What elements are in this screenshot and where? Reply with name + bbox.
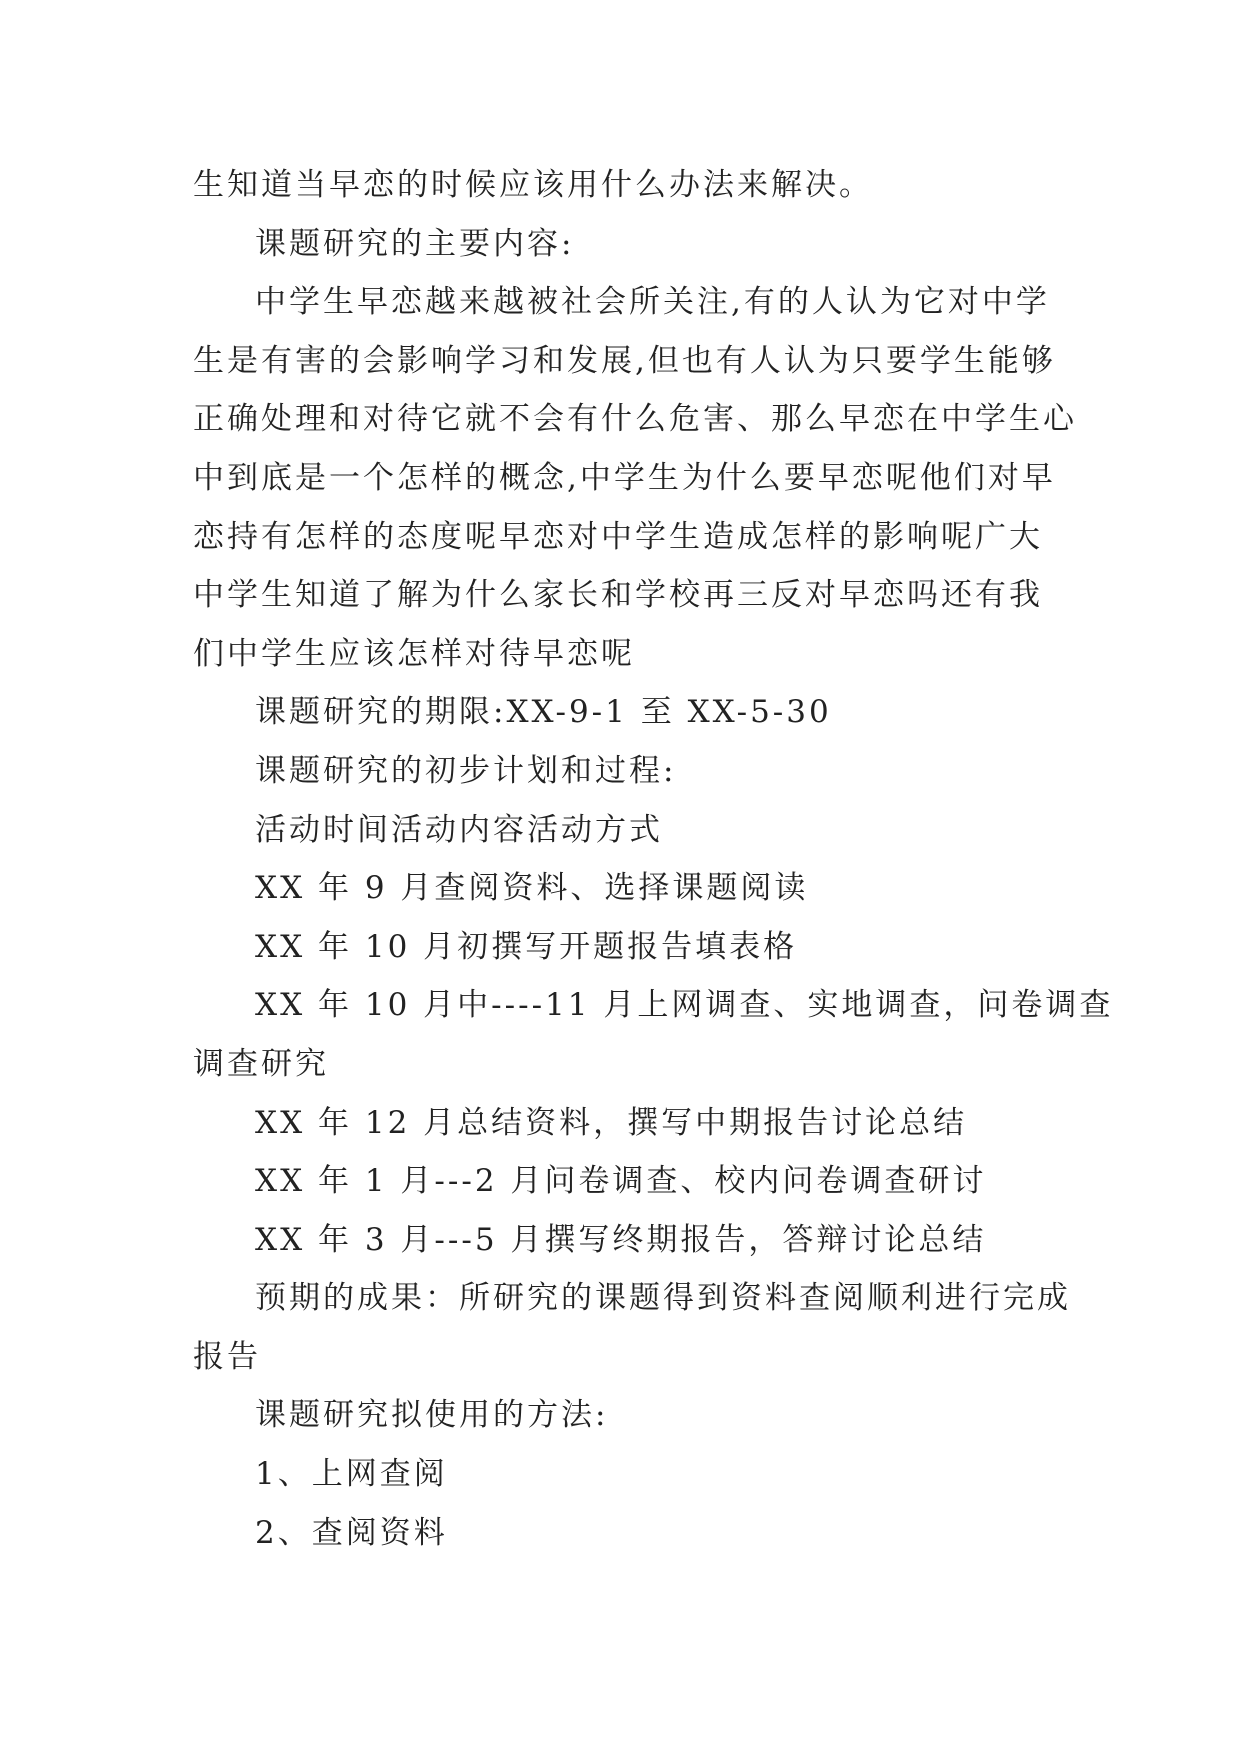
- text-line: 们中学生应该怎样对待早恋呢: [193, 635, 635, 672]
- text-line: 中学生早恋越来越被社会所关注,有的人认为它对中学: [255, 284, 1050, 321]
- plan-item: XX 年 1 月---2 月问卷调查、校内问卷调查研讨: [255, 1163, 987, 1200]
- text-line: 生是有害的会影响学习和发展,但也有人认为只要学生能够: [193, 342, 1056, 379]
- plan-item: XX 年 10 月中----11 月上网调查、实地调查，问卷调查: [255, 987, 1114, 1024]
- text-line: 生知道当早恋的时候应该用什么办法来解决。: [193, 167, 873, 203]
- method-item: 1、上网查阅: [255, 1456, 448, 1493]
- research-period: 课题研究的期限:XX-9-1 至 XX-5-30: [255, 694, 832, 731]
- plan-item-continued: 调查研究: [193, 1045, 329, 1082]
- plan-item: XX 年 10 月初撰写开题报告填表格: [255, 928, 798, 965]
- text-line: 中到底是一个怎样的概念,中学生为什么要早恋呢他们对早: [193, 459, 1056, 496]
- plan-item: XX 年 3 月---5 月撰写终期报告，答辩讨论总结: [255, 1221, 987, 1258]
- expected-results-continued: 报告: [193, 1338, 261, 1375]
- text-line: 中学生知道了解为什么家长和学校再三反对早恋吗还有我: [193, 577, 1043, 614]
- section-heading-content: 课题研究的主要内容:: [255, 225, 575, 262]
- text-line: 正确处理和对待它就不会有什么危害、那么早恋在中学生心: [193, 401, 1077, 438]
- plan-header: 活动时间活动内容活动方式: [255, 811, 663, 848]
- plan-item: XX 年 9 月查阅资料、选择课题阅读: [255, 870, 809, 907]
- expected-results: 预期的成果：所研究的课题得到资料查阅顺利进行完成: [255, 1280, 1071, 1317]
- method-item: 2、查阅资料: [255, 1514, 448, 1551]
- plan-item: XX 年 12 月总结资料，撰写中期报告讨论总结: [255, 1104, 968, 1141]
- section-heading-plan: 课题研究的初步计划和过程:: [255, 752, 677, 789]
- text-line: 恋持有怎样的态度呢早恋对中学生造成怎样的影响呢广大: [193, 518, 1043, 555]
- section-heading-methods: 课题研究拟使用的方法:: [255, 1397, 609, 1434]
- document-body: [193, 156, 1114, 1562]
